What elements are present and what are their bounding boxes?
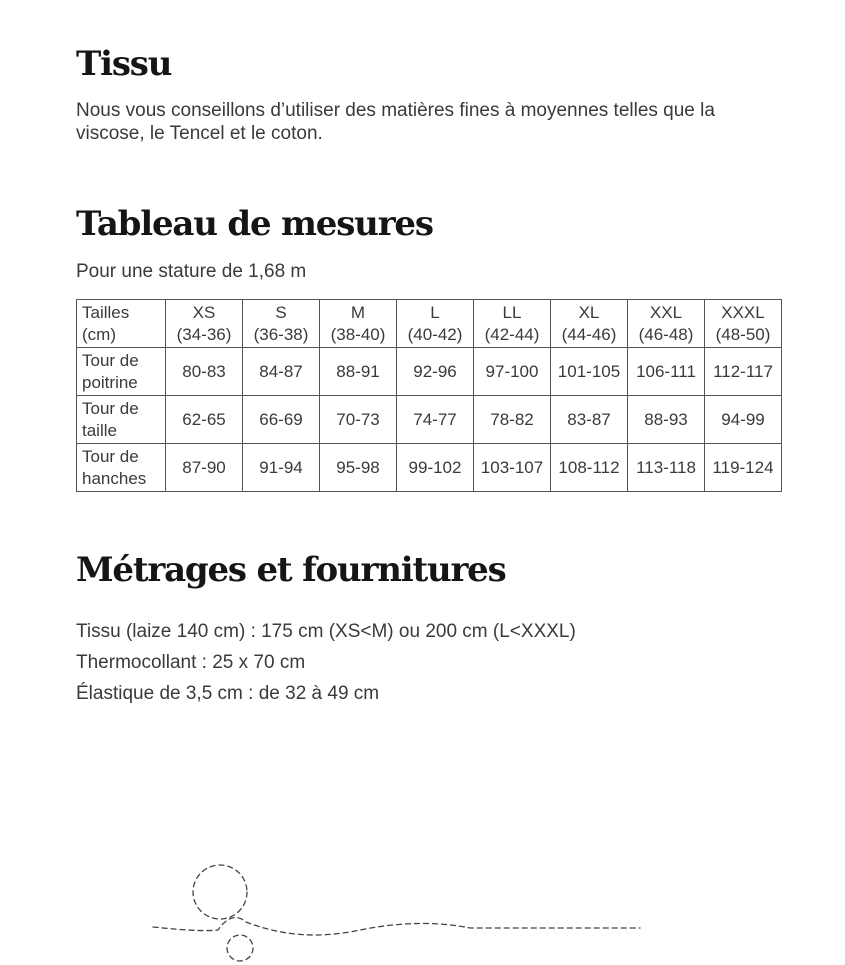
- supply-item-fabric: Tissu (laize 140 cm) : 175 cm (XS<M) ou 200 cm (L<XXXL): [76, 621, 576, 642]
- size-label: XXL: [649, 303, 683, 322]
- corner-label: Tailles: [82, 303, 130, 322]
- size-range: (38-40): [330, 325, 386, 344]
- size-label: M: [350, 303, 366, 322]
- size-range: (34-36): [176, 325, 232, 344]
- measurement-cell: 74-77: [397, 396, 474, 444]
- size-label: L: [430, 303, 440, 322]
- measurement-cell: 106-111: [628, 348, 705, 396]
- size-label: XS: [192, 303, 216, 322]
- size-range: (40-42): [407, 325, 463, 344]
- fabric-recommendation: Nous vous conseillons d’utiliser des matières fines à moyennes telles que la viscose, le Tencel et le coton.: [76, 100, 715, 144]
- measurement-cell: 108-112: [551, 444, 628, 492]
- cut-line: [153, 918, 640, 935]
- supply-item-interfacing: Thermocollant : 25 x 70 cm: [76, 652, 306, 673]
- measurement-cell: 119-124: [705, 444, 782, 492]
- size-range: (46-48): [638, 325, 694, 344]
- row-label-line: Tour de: [82, 446, 139, 466]
- size-label: XXXL: [721, 303, 765, 322]
- measurement-cell: 88-91: [320, 348, 397, 396]
- measurement-cell: 66-69: [243, 396, 320, 444]
- size-label: S: [275, 303, 287, 322]
- dashed-cut-path: [153, 865, 640, 961]
- measurement-cell: 95-98: [320, 444, 397, 492]
- measurements-title: Tableau de mesures: [76, 204, 433, 244]
- row-label-line: Tour de: [82, 350, 139, 370]
- row-label-line: Tour de: [82, 398, 139, 418]
- measurement-cell: 94-99: [705, 396, 782, 444]
- measurement-cell: 97-100: [474, 348, 551, 396]
- scissors-handle-loop-bottom: [227, 935, 253, 961]
- size-label: XL: [578, 303, 600, 322]
- stature-note: Pour une stature de 1,68 m: [76, 261, 307, 282]
- measurement-cell: 113-118: [628, 444, 705, 492]
- corner-unit: (cm): [82, 325, 116, 344]
- row-label-line: hanches: [82, 468, 147, 488]
- size-range: (42-44): [484, 325, 540, 344]
- fabric-title: Tissu: [76, 44, 172, 84]
- supplies-title: Métrages et fournitures: [76, 550, 506, 590]
- measurement-cell: 112-117: [705, 348, 782, 396]
- measurement-cell: 87-90: [166, 444, 243, 492]
- measurement-cell: 92-96: [397, 348, 474, 396]
- measurement-cell: 101-105: [551, 348, 628, 396]
- supply-item-elastic: Élastique de 3,5 cm : de 32 à 49 cm: [76, 683, 380, 704]
- measurement-cell: 78-82: [474, 396, 551, 444]
- size-range: (44-46): [561, 325, 617, 344]
- size-range: (36-38): [253, 325, 309, 344]
- measurement-cell: 84-87: [243, 348, 320, 396]
- measurement-cell: 70-73: [320, 396, 397, 444]
- measurement-cell: 91-94: [243, 444, 320, 492]
- measurement-cell: 80-83: [166, 348, 243, 396]
- measurement-cell: 83-87: [551, 396, 628, 444]
- row-label-line: taille: [82, 420, 117, 440]
- row-label-line: poitrine: [82, 372, 138, 392]
- measurement-cell: 88-93: [628, 396, 705, 444]
- size-range: (48-50): [715, 325, 771, 344]
- measurement-cell: 62-65: [166, 396, 243, 444]
- measurement-cell: 103-107: [474, 444, 551, 492]
- measurement-cell: 99-102: [397, 444, 474, 492]
- scissors-handle-loop-top: [193, 865, 247, 919]
- size-label: LL: [502, 303, 522, 322]
